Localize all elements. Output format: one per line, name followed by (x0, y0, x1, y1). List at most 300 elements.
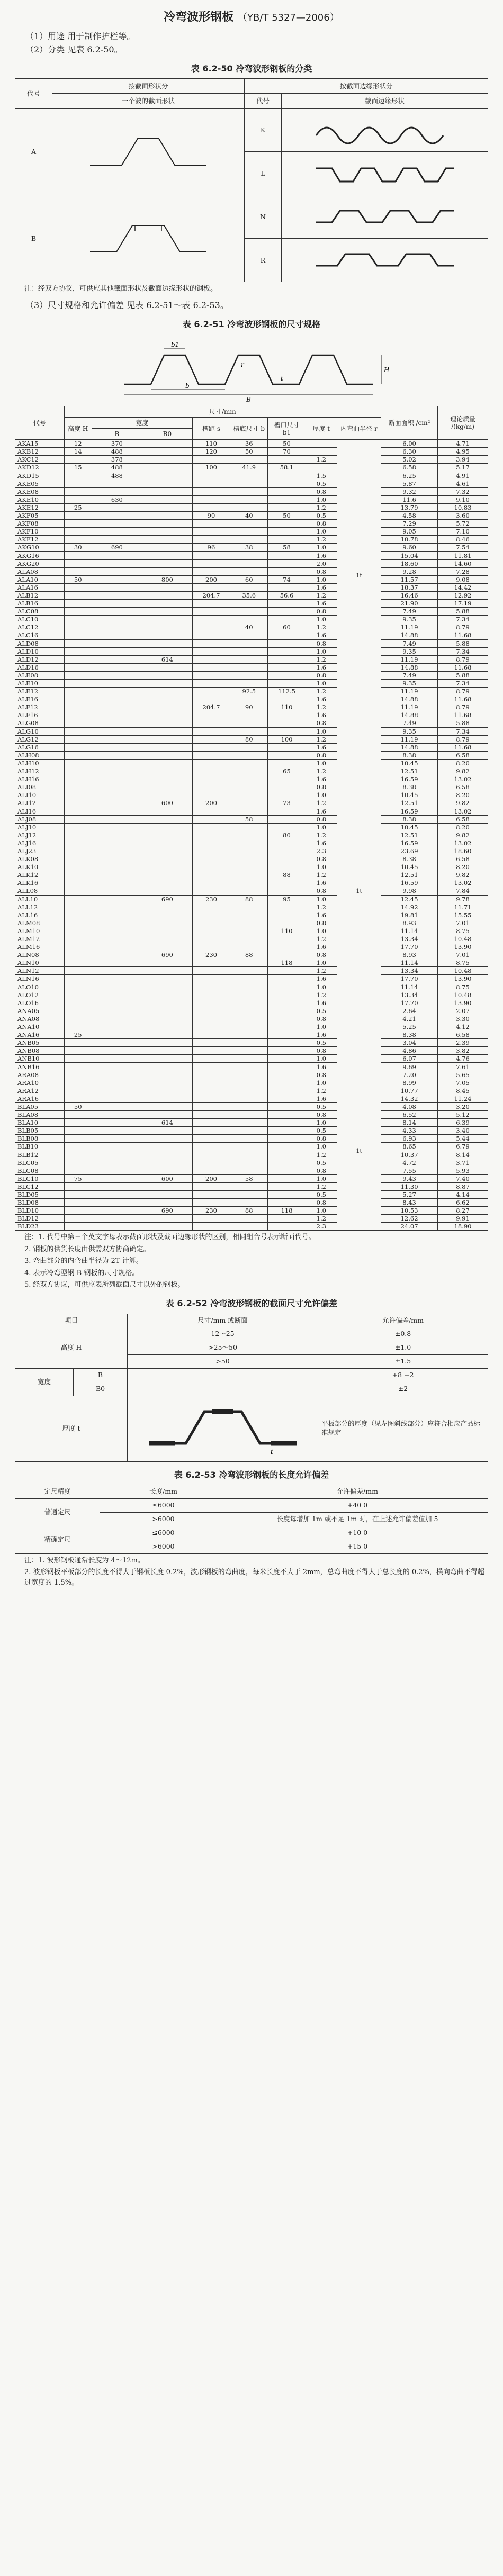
size-cell (268, 567, 306, 575)
size-cell (192, 975, 230, 983)
size-spec-rows (15, 440, 488, 1231)
size-cell (64, 727, 92, 735)
size-cell: 1.0 (306, 1174, 337, 1182)
size-cell (92, 783, 142, 791)
size-cell: 1.0 (306, 1143, 337, 1151)
size-cell (230, 1039, 268, 1047)
size-cell-mass: 6.58 (438, 751, 488, 759)
size-row (15, 775, 488, 783)
size-cell: 1.6 (306, 839, 337, 847)
size-cell (268, 1031, 306, 1039)
size-cell (92, 1119, 142, 1127)
size-cell (268, 1007, 306, 1015)
size-cell-mass: 13.02 (438, 839, 488, 847)
size-cell (142, 855, 192, 863)
size-cell (92, 1174, 142, 1182)
size-cell (268, 967, 306, 975)
size-cell: 58 (230, 815, 268, 823)
size-cell-mass: 6.58 (438, 783, 488, 791)
size-cell (230, 959, 268, 967)
size-cell (192, 679, 230, 687)
size-row (15, 1207, 488, 1215)
size-cell-mass: 7.01 (438, 919, 488, 927)
size-cell (192, 487, 230, 495)
size-cell (64, 767, 92, 775)
size-cell-code: ALD10 (15, 647, 65, 655)
size-cell (192, 1111, 230, 1119)
size-cell-area: 9.35 (381, 679, 438, 687)
size-cell-area: 10.45 (381, 759, 438, 767)
size-cell (142, 879, 192, 887)
size-cell-code: AKE12 (15, 503, 65, 511)
size-cell-area: 6.30 (381, 448, 438, 456)
size-cell-area: 19.81 (381, 911, 438, 919)
size-cell (192, 608, 230, 616)
size-cell-area: 8.38 (381, 1031, 438, 1039)
size-cell (92, 679, 142, 687)
size-cell-code: BLD08 (15, 1199, 65, 1207)
size-row (15, 831, 488, 839)
size-cell: 1.0 (306, 616, 337, 623)
size-cell-mass: 8.27 (438, 1207, 488, 1215)
size-cell (142, 1143, 192, 1151)
size-cell-code: ALN10 (15, 959, 65, 967)
size-cell (268, 1199, 306, 1207)
size-cell-mass: 8.14 (438, 1151, 488, 1159)
size-head-width: 宽度 (92, 418, 192, 429)
size-cell-mass: 4.71 (438, 440, 488, 448)
len-precise: 精确定尺 (15, 1526, 100, 1553)
size-row (15, 608, 488, 616)
size-row (15, 575, 488, 583)
size-cell (230, 1159, 268, 1167)
size-cell (268, 1023, 306, 1031)
size-cell (192, 663, 230, 671)
size-cell-code: ALF12 (15, 703, 65, 711)
size-cell-code: ARA16 (15, 1095, 65, 1102)
size-cell (230, 743, 268, 751)
size-row (15, 552, 488, 559)
size-cell-area: 16.59 (381, 839, 438, 847)
size-cell-code: ALO12 (15, 991, 65, 999)
size-cell-area: 6.07 (381, 1055, 438, 1063)
size-cell-mass: 5.17 (438, 464, 488, 472)
size-cell-area: 14.88 (381, 711, 438, 719)
size-cell: 0.8 (306, 951, 337, 959)
size-cell-area: 9.32 (381, 487, 438, 495)
size-cell-mass: 7.34 (438, 679, 488, 687)
classification-table (15, 78, 488, 282)
size-cell (192, 1167, 230, 1174)
size-cell-code: BLC10 (15, 1174, 65, 1182)
size-cell: 0.8 (306, 671, 337, 679)
size-cell: 1.0 (306, 959, 337, 967)
size-cell (268, 1063, 306, 1071)
size-cell (142, 1007, 192, 1015)
size-cell (192, 823, 230, 831)
size-cell-area: 7.55 (381, 1167, 438, 1174)
size-cell-area: 11.19 (381, 703, 438, 711)
size-cell-r: 1t (337, 711, 381, 1071)
size-row (15, 783, 488, 791)
size-cell-mass: 7.40 (438, 1174, 488, 1182)
size-cell (192, 775, 230, 783)
size-cell (268, 903, 306, 911)
size-cell (230, 823, 268, 831)
size-cell-area: 11.30 (381, 1182, 438, 1190)
size-cell (64, 456, 92, 464)
size-cell-area: 8.38 (381, 815, 438, 823)
size-cell (192, 1095, 230, 1102)
size-cell (142, 911, 192, 919)
size-head-mm: 尺寸/mm (64, 406, 381, 418)
size-cell-code: ANA10 (15, 1023, 65, 1031)
size-cell-code: AKF05 (15, 512, 65, 520)
size-cell (230, 495, 268, 503)
size-cell-area: 16.59 (381, 879, 438, 887)
size-cell (142, 959, 192, 967)
size-row (15, 1079, 488, 1087)
size-cell-area: 5.25 (381, 1023, 438, 1031)
size-cell (64, 688, 92, 695)
size-cell (92, 512, 142, 520)
size-row (15, 1151, 488, 1159)
size-cell (268, 1111, 306, 1119)
size-cell-area: 14.92 (381, 903, 438, 911)
size-cell (64, 663, 92, 671)
size-cell (230, 456, 268, 464)
size-row (15, 927, 488, 935)
size-cell: 690 (142, 1207, 192, 1215)
tol-item-width: 宽度 (15, 1369, 74, 1396)
tol-sub-B: B (74, 1369, 128, 1382)
size-cell: 0.5 (306, 1190, 337, 1198)
size-cell (192, 751, 230, 759)
size-cell (92, 1159, 142, 1167)
size-row (15, 616, 488, 623)
size-cell-code: ALH16 (15, 775, 65, 783)
size-cell: 0.8 (306, 887, 337, 895)
size-cell (142, 591, 192, 599)
size-cell (142, 975, 192, 983)
tol-size-3: >50 (128, 1355, 318, 1369)
size-cell (64, 647, 92, 655)
size-cell-code: ALJ16 (15, 839, 65, 847)
size-cell (230, 711, 268, 719)
size-cell (92, 1055, 142, 1063)
size-cell: 15 (64, 464, 92, 472)
size-cell (192, 456, 230, 464)
tol-item-thickness: 厚度 t (15, 1396, 128, 1461)
size-cell (268, 528, 306, 536)
size-cell: 73 (268, 799, 306, 807)
size-cell (142, 871, 192, 879)
size-cell: 1.0 (306, 495, 337, 503)
size-cell: 1.0 (306, 528, 337, 536)
size-row (15, 1015, 488, 1023)
size-cell (64, 831, 92, 839)
size-cell-mass: 5.44 (438, 1135, 488, 1143)
size-cell: 614 (142, 1119, 192, 1127)
size-cell (142, 943, 192, 951)
size-cell: 96 (192, 544, 230, 552)
size-cell (92, 719, 142, 727)
size-cell (64, 591, 92, 599)
size-cell-code: ALI16 (15, 807, 65, 815)
size-head-B0: B0 (142, 429, 192, 440)
size-cell (142, 831, 192, 839)
size-cell: 100 (192, 464, 230, 472)
size-row (15, 1135, 488, 1143)
size-cell: 112.5 (268, 688, 306, 695)
size-cell (230, 983, 268, 991)
size-cell (142, 559, 192, 567)
size-cell: 230 (192, 895, 230, 903)
size-cell-mass: 13.02 (438, 775, 488, 783)
size-cell-mass: 8.79 (438, 735, 488, 743)
size-cell-mass: 10.48 (438, 991, 488, 999)
size-cell (230, 927, 268, 935)
size-cell-area: 7.49 (381, 719, 438, 727)
size-cell (192, 783, 230, 791)
size-cell-area: 5.87 (381, 480, 438, 487)
size-cell (268, 983, 306, 991)
size-cell (92, 1039, 142, 1047)
size-cell (268, 791, 306, 799)
size-cell (230, 536, 268, 544)
size-row (15, 1039, 488, 1047)
size-cell-mass: 13.90 (438, 975, 488, 983)
size-cell (64, 935, 92, 943)
size-cell (268, 935, 306, 943)
size-cell (230, 520, 268, 528)
tol-head-size: 尺寸/mm 或断面 (128, 1314, 318, 1327)
size-cell-area: 11.14 (381, 983, 438, 991)
size-cell (268, 815, 306, 823)
size-cell (230, 879, 268, 887)
size-row (15, 895, 488, 903)
size-cell (64, 671, 92, 679)
size-cell-code: ALJ12 (15, 831, 65, 839)
size-cell (64, 783, 92, 791)
size-cell (92, 1079, 142, 1087)
size-cell (192, 991, 230, 999)
size-cell (64, 1063, 92, 1071)
size-row (15, 464, 488, 472)
size-cell (64, 719, 92, 727)
size-cell (230, 600, 268, 608)
size-cell (92, 1190, 142, 1198)
size-cell-code: BLD12 (15, 1215, 65, 1223)
size-cell: 58 (268, 544, 306, 552)
size-cell: 14 (64, 448, 92, 456)
edge-figure-l (282, 152, 488, 195)
size-cell (230, 863, 268, 871)
size-cell: 0.8 (306, 751, 337, 759)
size-cell-mass: 10.48 (438, 935, 488, 943)
size-row (15, 655, 488, 663)
size-cell (142, 791, 192, 799)
size-cell (230, 695, 268, 703)
size-cell (142, 967, 192, 975)
size-cell (64, 895, 92, 903)
size-cell: 1.2 (306, 1182, 337, 1190)
size-cell (268, 999, 306, 1007)
size-cell (92, 847, 142, 855)
size-cell (230, 567, 268, 575)
size-cell: 0.8 (306, 1167, 337, 1174)
size-cell (230, 871, 268, 879)
size-cell (64, 743, 92, 751)
size-cell-code: ALM08 (15, 919, 65, 927)
size-row (15, 1087, 488, 1095)
size-cell-code: ANB16 (15, 1063, 65, 1071)
size-row (15, 1127, 488, 1135)
size-cell (192, 807, 230, 815)
size-cell (64, 1127, 92, 1135)
size-cell: 1.0 (306, 1079, 337, 1087)
size-row (15, 823, 488, 831)
size-cell-code: BLB12 (15, 1151, 65, 1159)
size-cell (268, 1174, 306, 1182)
size-cell: 1.0 (306, 759, 337, 767)
col-edge-code: 代号 (245, 94, 282, 109)
size-cell (230, 639, 268, 647)
label-r: r (241, 361, 244, 369)
size-cell (142, 863, 192, 871)
size-cell-mass: 10.48 (438, 967, 488, 975)
use-paragraph: （1）用途 用于制作护栏等。 (25, 31, 136, 41)
size-cell (230, 503, 268, 511)
size-cell-code: ALB16 (15, 600, 65, 608)
size-cell-area: 3.04 (381, 1039, 438, 1047)
tol-size-4 (128, 1369, 318, 1382)
tol-val-3: ±1.5 (318, 1355, 488, 1369)
size-cell (64, 512, 92, 520)
size-cell (268, 663, 306, 671)
size-row (15, 440, 488, 448)
size-cell-code: ALB12 (15, 591, 65, 599)
size-cell (64, 711, 92, 719)
size-cell-mass: 8.45 (438, 1087, 488, 1095)
size-cell (192, 536, 230, 544)
size-cell: 90 (230, 703, 268, 711)
size-cell (142, 847, 192, 855)
len-tol-4: +15 0 (227, 1540, 488, 1553)
size-cell-area: 24.07 (381, 1223, 438, 1231)
size-cell (268, 719, 306, 727)
size-cell-area: 7.20 (381, 1071, 438, 1079)
size-cell-area: 8.38 (381, 855, 438, 863)
size-cell-area: 18.60 (381, 559, 438, 567)
size-cell: 88 (230, 951, 268, 959)
size-cell-area: 6.52 (381, 1111, 438, 1119)
size-cell-area: 14.88 (381, 631, 438, 639)
size-cell (306, 440, 337, 448)
size-cell-area: 16.46 (381, 591, 438, 599)
size-cell: 0.8 (306, 608, 337, 616)
size-cell (64, 679, 92, 687)
size-cell (92, 1135, 142, 1143)
size-cell-mass: 7.28 (438, 567, 488, 575)
size-row (15, 1182, 488, 1190)
size-cell-mass: 3.82 (438, 1047, 488, 1055)
size-cell (142, 600, 192, 608)
size-cell (192, 903, 230, 911)
size-cell-area: 17.70 (381, 975, 438, 983)
size-cell: 50 (268, 512, 306, 520)
size-cell-code: AKE10 (15, 495, 65, 503)
size-cell (230, 616, 268, 623)
size-row (15, 991, 488, 999)
size-cell-mass: 4.95 (438, 448, 488, 456)
size-row (15, 1111, 488, 1119)
size-cell (92, 1071, 142, 1079)
size-cell-area: 13.34 (381, 967, 438, 975)
len-size-3: ≤6000 (100, 1526, 227, 1540)
thickness-figure (128, 1396, 318, 1461)
size-cell (92, 799, 142, 807)
size-cell (142, 1039, 192, 1047)
size-cell (64, 751, 92, 759)
size-cell-mass: 11.71 (438, 903, 488, 911)
size-cell (142, 1079, 192, 1087)
size-row (15, 759, 488, 767)
size-cell (92, 600, 142, 608)
size-cell-code: ARA12 (15, 1087, 65, 1095)
size-cell (268, 608, 306, 616)
size-cell (92, 839, 142, 847)
size-cell (92, 631, 142, 639)
size-cell-mass: 6.58 (438, 815, 488, 823)
size-cell-mass: 8.75 (438, 983, 488, 991)
size-row (15, 743, 488, 751)
thickness-drawing (143, 1398, 302, 1457)
size-cell (64, 967, 92, 975)
size-row (15, 600, 488, 608)
size-cell (92, 711, 142, 719)
size-cell (230, 759, 268, 767)
size-cell-mass: 11.68 (438, 743, 488, 751)
size-cell (142, 1111, 192, 1119)
size-cell: 118 (268, 959, 306, 967)
size-cell (92, 1143, 142, 1151)
size-cell-mass: 11.24 (438, 1095, 488, 1102)
size-cell (230, 943, 268, 951)
size-cell (92, 791, 142, 799)
size-row (15, 935, 488, 943)
size-cell (142, 1087, 192, 1095)
size-cell-mass: 11.68 (438, 631, 488, 639)
size-cell-mass: 12.92 (438, 591, 488, 599)
size-row (15, 727, 488, 735)
size-row (15, 839, 488, 847)
size-cell: 2.0 (306, 559, 337, 567)
size-cell-area: 13.34 (381, 991, 438, 999)
size-cell: 88 (230, 1207, 268, 1215)
size-cell-area: 8.93 (381, 951, 438, 959)
size-cell-code: BLD10 (15, 1207, 65, 1215)
size-cell (64, 520, 92, 528)
size-cell-mass: 8.20 (438, 823, 488, 831)
size-cell-code: ALE08 (15, 671, 65, 679)
size-cell (64, 495, 92, 503)
size-cell (64, 855, 92, 863)
size-cell (192, 1015, 230, 1023)
size-cell (192, 1151, 230, 1159)
size-cell (64, 1071, 92, 1079)
size-head-h: 高度 H (64, 418, 92, 440)
